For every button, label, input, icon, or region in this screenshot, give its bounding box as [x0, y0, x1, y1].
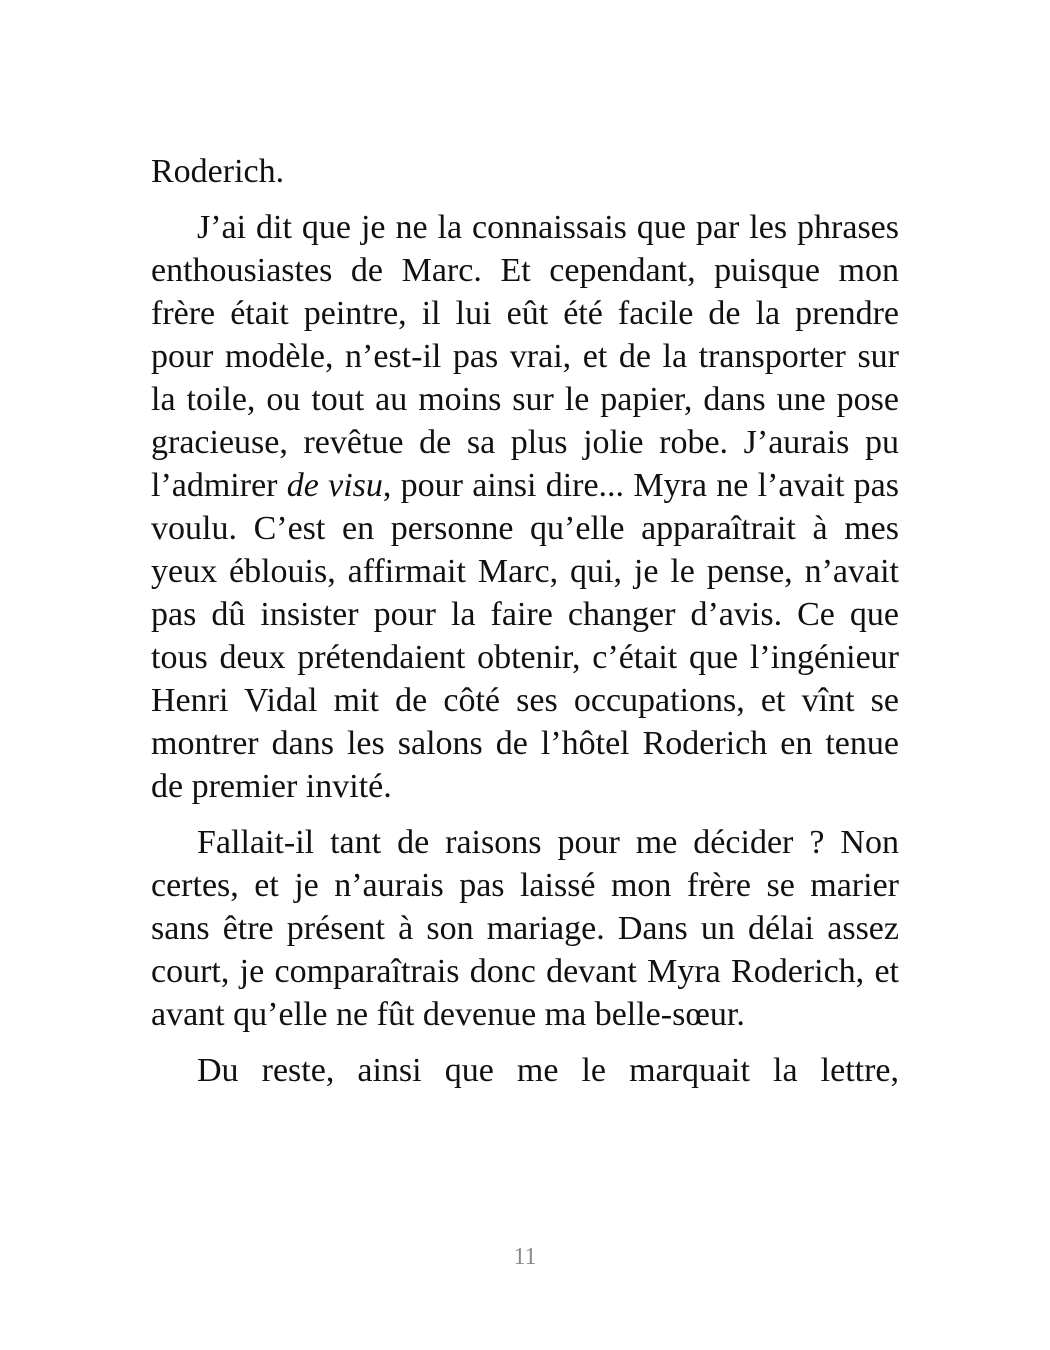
paragraph-text: , pour ainsi dire... Myra ne l’avait pas voulu. C’est en personne qu’elle apparaîtrait à mes yeux éblouis, affirmait Marc, qui, je le pense, n’avait pas dû insister pour la faire changer d’avis. Ce que tous deux prétendaient obtenir, c’était que l’ingénieur Henri Vidal mit de côté ses occupations, et vînt se montrer dans les salons de l’hôtel Roderich en tenue de premier invité. [151, 467, 899, 805]
paragraph [151, 206, 899, 808]
paragraph-text: Roderich. [151, 153, 285, 190]
paragraph-continuation [151, 150, 899, 193]
italic-phrase: de visu [286, 467, 383, 504]
page-number: 11 [513, 1244, 537, 1270]
paragraph-text: Du reste, ainsi que me le marquait la lettre, [197, 1052, 899, 1089]
body-text [151, 150, 899, 1105]
paragraph-text: J’ai dit que je ne la connaissais que par les phrases enthousiastes de Marc. Et cependant, puisque mon frère était peintre, il lui eût été facile de la prendre pour modèle, n’est-il pas vrai, et de la transporter sur la toile, ou tout au moins sur le papier, dans une pose gracieuse, revêtue de sa plus jolie robe. J’aurais pu l’admirer [151, 209, 899, 504]
paragraph-text: Fallait-il tant de raisons pour me décider ? Non certes, et je n’aurais pas laissé mon frère se marier sans être présent à son mariage. Dans un délai assez court, je comparaîtrais donc devant Myra Roderich, et avant qu’elle ne fût devenue ma belle-sœur. [151, 824, 899, 1033]
paragraph-truncated [151, 1049, 899, 1092]
paragraph [151, 821, 899, 1036]
